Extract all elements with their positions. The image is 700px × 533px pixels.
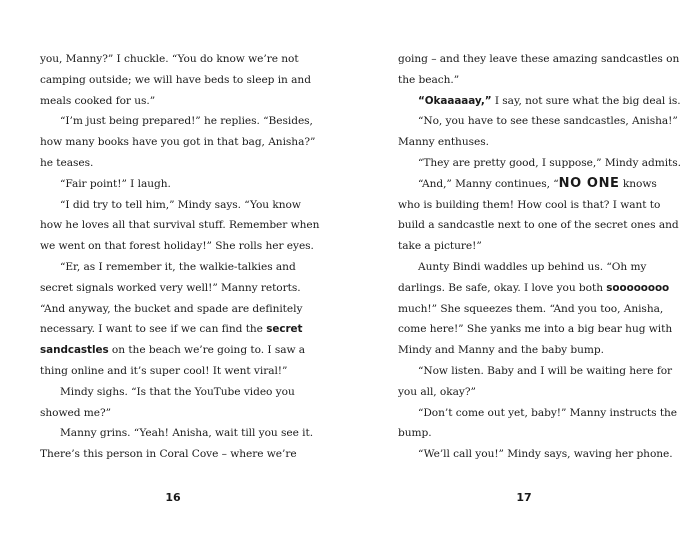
right-page [350,0,700,533]
emphasis-soooooooo: soooooooo [606,281,670,294]
text-line: meals cooked for us.” [40,94,156,107]
text-line: “I’m just being prepared!” he replies. “Besides, [60,115,313,128]
text-line [398,278,684,299]
text-line: the beach.” [398,73,460,86]
text-line [40,319,326,340]
text-line: Manny enthuses. [398,136,489,149]
text-line: “No, you have to see these sandcastles, Anisha!” [418,115,678,128]
text-line: There’s this person in Coral Cove – where we’re [40,448,297,461]
emphasis-okaaaaay: “Okaaaaay,” [418,94,492,107]
text-line: who is building them! How cool is that? I want to [398,198,661,211]
emphasis-sandcastles: sandcastles [40,344,109,357]
text-line: you, Manny?” I chuckle. “You do know we’re not [40,53,299,65]
text-line: build a sandcastle next to one of the secret ones and [398,219,679,232]
text-line: secret signals worked very well!” Manny retorts. [40,281,301,294]
text-line: he teases. [40,156,94,169]
text-line: Aunty Bindi waddles up behind us. “Oh my [418,260,647,273]
text-line: “Now listen. Baby and I will be waiting here for [418,364,673,377]
text-line: Mindy and Manny and the baby bump. [398,344,604,357]
text-segment: knows [619,177,657,190]
text-line: “Don’t come out yet, baby!” Manny instructs the [418,406,678,419]
text-line: Manny grins. “Yeah! Anisha, wait till you see it. [60,427,314,440]
text-line: how he loves all that survival stuff. Remember when [40,219,320,232]
text-line: take a picture!” [398,240,482,253]
text-segment: I say, not sure what the big deal is. [491,94,681,107]
text-line: going – and they leave these amazing sandcastles on [398,53,680,65]
text-line: you all, okay?” [398,385,476,398]
page-number: 16 [165,491,181,504]
right-page-text [398,49,684,465]
text-line: come here!” She yanks me into a big bear hug with [398,323,673,336]
text-line: how many books have you got in that bag, Anisha?” [40,136,316,149]
text-line: “We’ll call you!” Mindy says, waving her phone. [418,448,673,461]
text-line: showed me?” [40,406,111,419]
text-line [398,174,684,195]
text-line: “I did try to tell him,” Mindy says. “You know [60,198,301,211]
text-line: thing online and it’s super cool! It went viral!” [40,364,288,377]
text-line: much!” She squeezes them. “And you too, Anisha, [398,302,664,315]
text-segment: darlings. Be safe, okay. I love you both [398,281,607,294]
text-line: bump. [398,427,432,440]
text-line: “They are pretty good, I suppose,” Mindy admits. [418,156,681,169]
text-segment: necessary. I want to see if we can find the [40,323,267,336]
text-line: “Fair point!” I laugh. [60,177,171,190]
text-line: Mindy sighs. “Is that the YouTube video you [60,385,295,398]
text-segment: on the beach we’re going to. I saw a [108,344,306,357]
page-number: 17 [516,491,532,504]
text-segment: “And,” Manny continues, “ [418,177,559,190]
text-line: “And anyway, the bucket and spade are definitely [40,302,303,315]
text-line: we went on that forest holiday!” She rolls her eyes. [40,240,314,253]
emphasis-no-one: NO ONE [558,175,620,191]
left-page-text [40,49,326,465]
text-line: camping outside; we will have beds to sleep in and [40,73,311,86]
text-line [398,91,684,112]
text-line: “Er, as I remember it, the walkie-talkies and [60,260,296,273]
emphasis-secret: secret [266,323,303,336]
text-line [40,340,326,361]
